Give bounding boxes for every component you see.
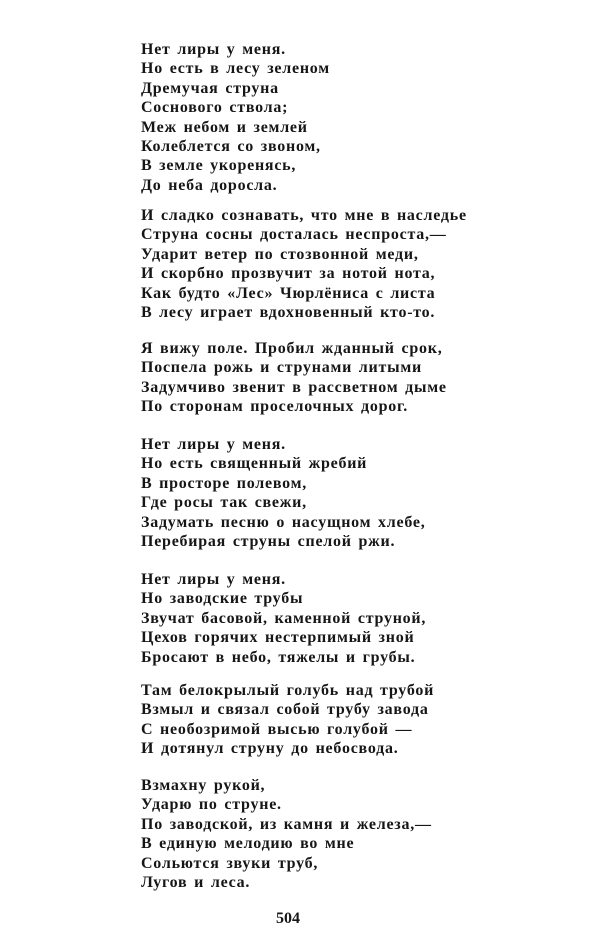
poem-line: Колеблется со звоном, <box>141 137 321 155</box>
poem-line: Дремучая струна <box>141 79 279 97</box>
poem-line: В единую мелодию во мне <box>141 835 355 853</box>
stanza <box>141 570 426 667</box>
poem-line: Соснового ствола; <box>141 99 289 117</box>
poem-line: И сладко сознавать, что мне в наследье <box>141 207 467 224</box>
poem-line: Взмыл и связал собой трубу завода <box>141 701 429 719</box>
poem-line: Струна сосны досталась неспроста,— <box>141 226 447 244</box>
stanza <box>141 435 425 551</box>
poem-line: Но есть священный жребий <box>141 455 368 473</box>
poem-line: В лесу играет вдохновенный кто-то. <box>141 303 436 321</box>
poem-line: С необозримой высью голубой — <box>141 720 413 738</box>
poem-line: Бросают в небо, тяжелы и грубы. <box>141 648 416 666</box>
poem-line: Ударю по струне. <box>141 796 282 814</box>
poem-line: Поспела рожь и струнами литыми <box>141 359 422 377</box>
poem-line: Я вижу поле. Пробил жданный срок, <box>141 340 443 357</box>
poem-line: Меж небом и землей <box>141 118 308 136</box>
poem-line: И дотянул струну до небосвода. <box>141 740 399 758</box>
poem-line: Но заводские трубы <box>141 590 304 608</box>
poem-line: Лугов и леса. <box>141 873 251 891</box>
stanza <box>141 776 432 892</box>
poem-line: Задумчиво звенит в рассветном дыме <box>141 378 447 396</box>
poem-line: Перебирая струны спелой ржи. <box>141 532 396 550</box>
poem-line: Сольются звуки труб, <box>141 854 319 872</box>
poem-line: Нет лиры у меня. <box>141 571 286 588</box>
poem-line: И скорбно прозвучит за нотой нота, <box>141 265 436 283</box>
poem-line: По сторонам проселочных дорог. <box>141 398 408 416</box>
poem-line: Но есть в лесу зеленом <box>141 60 330 78</box>
page-number: 504 <box>276 910 300 927</box>
poem-line: Как будто «Лес» Чюрлёниса с листа <box>141 284 436 302</box>
stanza <box>141 681 434 759</box>
poem-line: Задумать песню о насущном хлебе, <box>141 513 426 531</box>
poem-line: Цехов горячих нестерпимый зной <box>141 629 415 647</box>
stanza <box>141 339 447 417</box>
poem-line: Там белокрылый голубь над трубой <box>141 682 435 699</box>
poem-line: Ударит ветер по стозвонной меди, <box>141 245 419 263</box>
stanza <box>141 206 467 322</box>
poem-line: Нет лиры у меня. <box>141 41 286 58</box>
poem-line: До неба доросла. <box>141 176 278 194</box>
poem-line: Звучат басовой, каменной струной, <box>141 609 427 627</box>
stanza <box>141 40 330 195</box>
poem-line: Где росы так свежи, <box>141 494 307 512</box>
poem-line: Нет лиры у меня. <box>141 436 286 453</box>
poem-line: В просторе полевом, <box>141 474 307 492</box>
poem-line: Взмахну рукой, <box>141 777 266 794</box>
poem-line: В земле укоренясь, <box>141 157 297 175</box>
poem-line: По заводской, из камня и железа,— <box>141 815 432 833</box>
